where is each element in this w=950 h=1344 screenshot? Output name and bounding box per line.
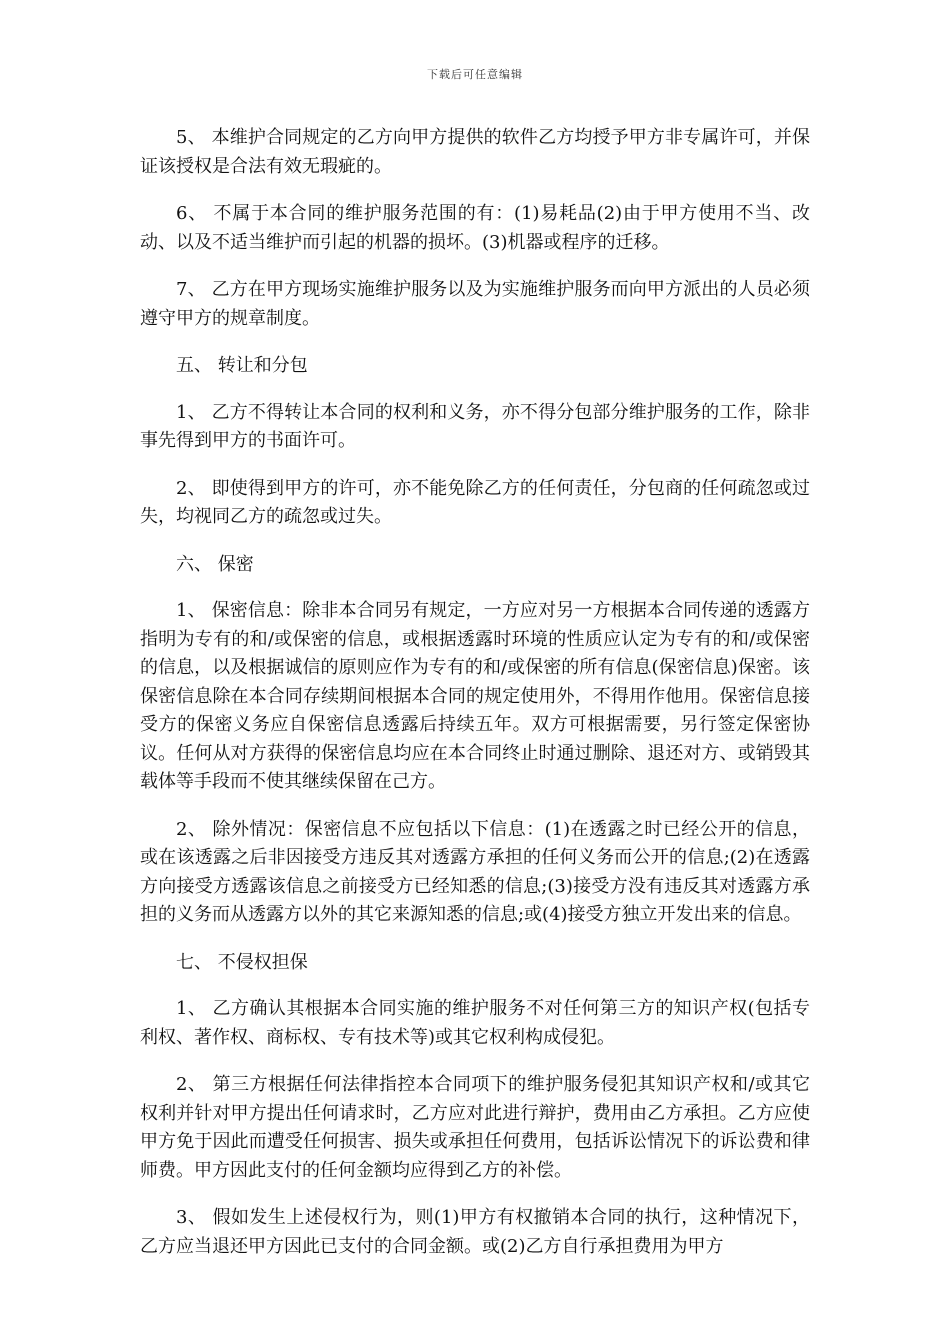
section-heading: 七、 不侵权担保 <box>176 951 308 973</box>
section-heading: 六、 保密 <box>176 553 254 575</box>
document-body <box>140 124 810 1280</box>
clause-paragraph: 1、 乙方确认其根据本合同实施的维护服务不对任何第三方的知识产权(包括专利权、著作权、商标权、专有技术等)或其它权利构成侵犯。 <box>140 998 810 1048</box>
page-header: 下载后可任意编辑 <box>427 68 523 81</box>
clause-paragraph: 3、 假如发生上述侵权行为，则(1)甲方有权撤销本合同的执行，这种情况下，乙方应当退还甲方因此已支付的合同金额。或(2)乙方自行承担费用为甲方 <box>140 1207 810 1257</box>
clause-paragraph: 5、 本维护合同规定的乙方向甲方提供的软件乙方均授予甲方非专属许可，并保证该授权是合法有效无瑕疵的。 <box>140 127 810 177</box>
clause-paragraph: 7、 乙方在甲方现场实施维护服务以及为实施维护服务而向甲方派出的人员必须遵守甲方的规章制度。 <box>140 279 810 329</box>
clause-paragraph: 2、 第三方根据任何法律指控本合同项下的维护服务侵犯其知识产权和/或其它权利并针对甲方提出任何请求时，乙方应对此进行辩护，费用由乙方承担。乙方应使甲方免于因此而遭受任何损害、损失或承担任何费用，包括诉讼情况下的诉讼费和律师费。甲方因此支付的任何金额均应得到乙方的补偿。 <box>140 1074 810 1181</box>
clause-paragraph: 1、 乙方不得转让本合同的权利和义务，亦不得分包部分维护服务的工作，除非事先得到甲方的书面许可。 <box>140 401 810 451</box>
section-heading: 五、 转让和分包 <box>176 355 308 376</box>
clause-paragraph: 6、 不属于本合同的维护服务范围的有：(1)易耗品(2)由于甲方使用不当、改动、以及不适当维护而引起的机器的损坏。(3)机器或程序的迁移。 <box>140 203 810 253</box>
clause-paragraph: 1、 保密信息：除非本合同另有规定，一方应对另一方根据本合同传递的透露方指明为专有的和/或保密的信息，或根据透露时环境的性质应认定为专有的和/或保密的信息，以及根据诚信的原则应作为专有的和/或保密的所有信息(保密信息)保密。该保密信息除在本合同存续期间根据本合同的规定使用外，不得用作他用。保密信息接受方的保密义务应自保密信息透露后持续五年。双方可根据需要，另行签定保密协议。任何从对方获得的保密信息均应在本合同终止时通过删除、退还对方、或销毁其载体等手段而不使其继续保留在己方。 <box>140 600 810 792</box>
clause-paragraph: 2、 除外情况：保密信息不应包括以下信息：(1)在透露之时已经公开的信息，或在该透露之后非因接受方违反其对透露方承担的任何义务而公开的信息;(2)在透露方向接受方透露该信息之前接受方已经知悉的信息;(3)接受方没有违反其对透露方承担的义务而从透露方以外的其它来源知悉的信息;或(4)接受方独立开发出来的信息。 <box>140 818 810 925</box>
clause-paragraph: 2、 即使得到甲方的许可，亦不能免除乙方的任何责任，分包商的任何疏忽或过失，均视同乙方的疏忽或过失。 <box>140 477 810 527</box>
